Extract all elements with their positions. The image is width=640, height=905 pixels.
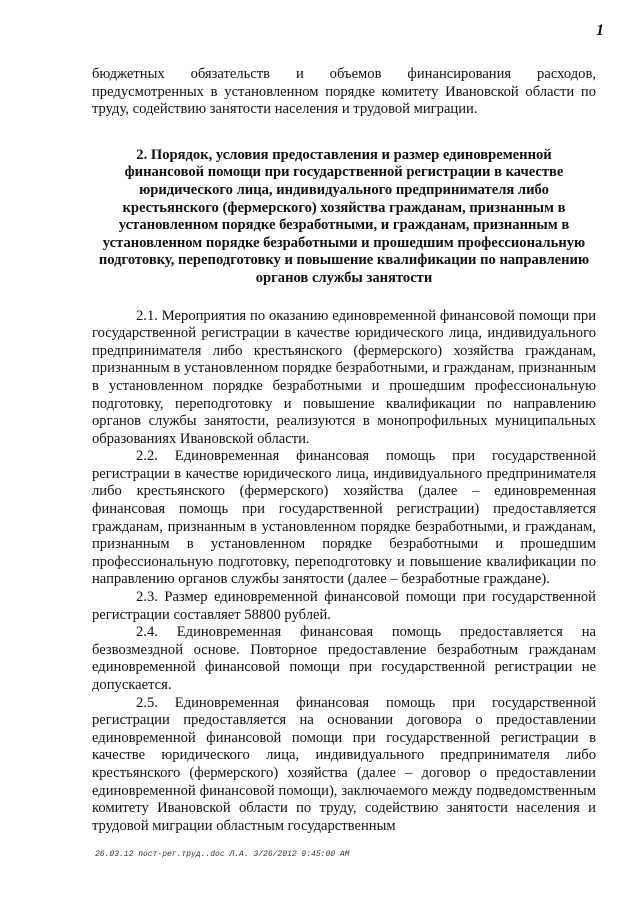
document-body xyxy=(92,66,596,835)
paragraph-2-4: 2.4. Единовременная финансовая помощь предоставляется на безвозмездной основе. Повторное предоставление безработным гражданам единовременной финансовой помощи при государственной регистрации не допускается. xyxy=(92,624,596,693)
page-number: 1 xyxy=(596,22,604,39)
paragraph-2-2: 2.2. Единовременная финансовая помощь при государственной регистрации в качестве юридического лица, индивидуального предпринимателя либо крестьянского (фермерского) хозяйства (далее – единовременная финансовая помощь при государственной регистрации) предоставляется гражданам, признанным в установленном порядке безработными, и гражданам, признанным в установленном порядке безработными и прошедшим профессиональную подготовку, переподготовку и повышение квалификации по направлению органов службы занятости (далее – безработные граждане). xyxy=(92,448,596,588)
paragraph-2-3: 2.3. Размер единовременной финансовой помощи при государственной регистрации составляет 58800 рублей. xyxy=(92,589,596,623)
paragraph-2-5: 2.5. Единовременная финансовая помощь при государственной регистрации предоставляется на основании договора о предоставлении единовременной финансовой помощи при государственной регистрации в качестве юридического лица, индивидуального предпринимателя либо крестьянского (фермерского) хозяйства (далее – договор о предоставлении единовременной финансовой помощи), заключаемого между подведомственным комитету Ивановской области по труду, содействию занятости населения и трудовой миграции областным государственным xyxy=(92,694,596,834)
paragraph-2-1: 2.1. Мероприятия по оказанию единовременной финансовой помощи при государственной регистрации в качестве юридического лица, индивидуального предпринимателя либо крестьянского (фермерского) хозяйства гражданам, признанным в установленном порядке безработными, и гражданам, признанным в установленном порядке безработными и прошедшим профессиональную подготовку, переподготовку и повышение квалификации по направлению органов службы занятости, реализуются в монопрофильных муниципальных образованиях Ивановской области. xyxy=(92,307,596,447)
intro-paragraph: бюджетных обязательств и объемов финансирования расходов, предусмотренных в установленном порядке комитету Ивановской области по труду, содействию занятости населения и трудовой миграции. xyxy=(92,66,596,118)
section-heading: 2. Порядок, условия предоставления и размер единовременной финансовой помощи при государственной регистрации в качестве юридического лица, индивидуального предпринимателя либо крестьянского (фермерского) хозяйства гражданам, признанным в установленном порядке безработными, и гражданам, признанным в установленном порядке безработными и прошедшим профессиональную подготовку, переподготовку и повышение квалификации по направлению органов службы занятости xyxy=(98,146,590,286)
footer-file-info: 26.03.12 пост-рег.труд..doc Л.А. 3/26/2012 9:45:00 AM xyxy=(95,850,350,859)
